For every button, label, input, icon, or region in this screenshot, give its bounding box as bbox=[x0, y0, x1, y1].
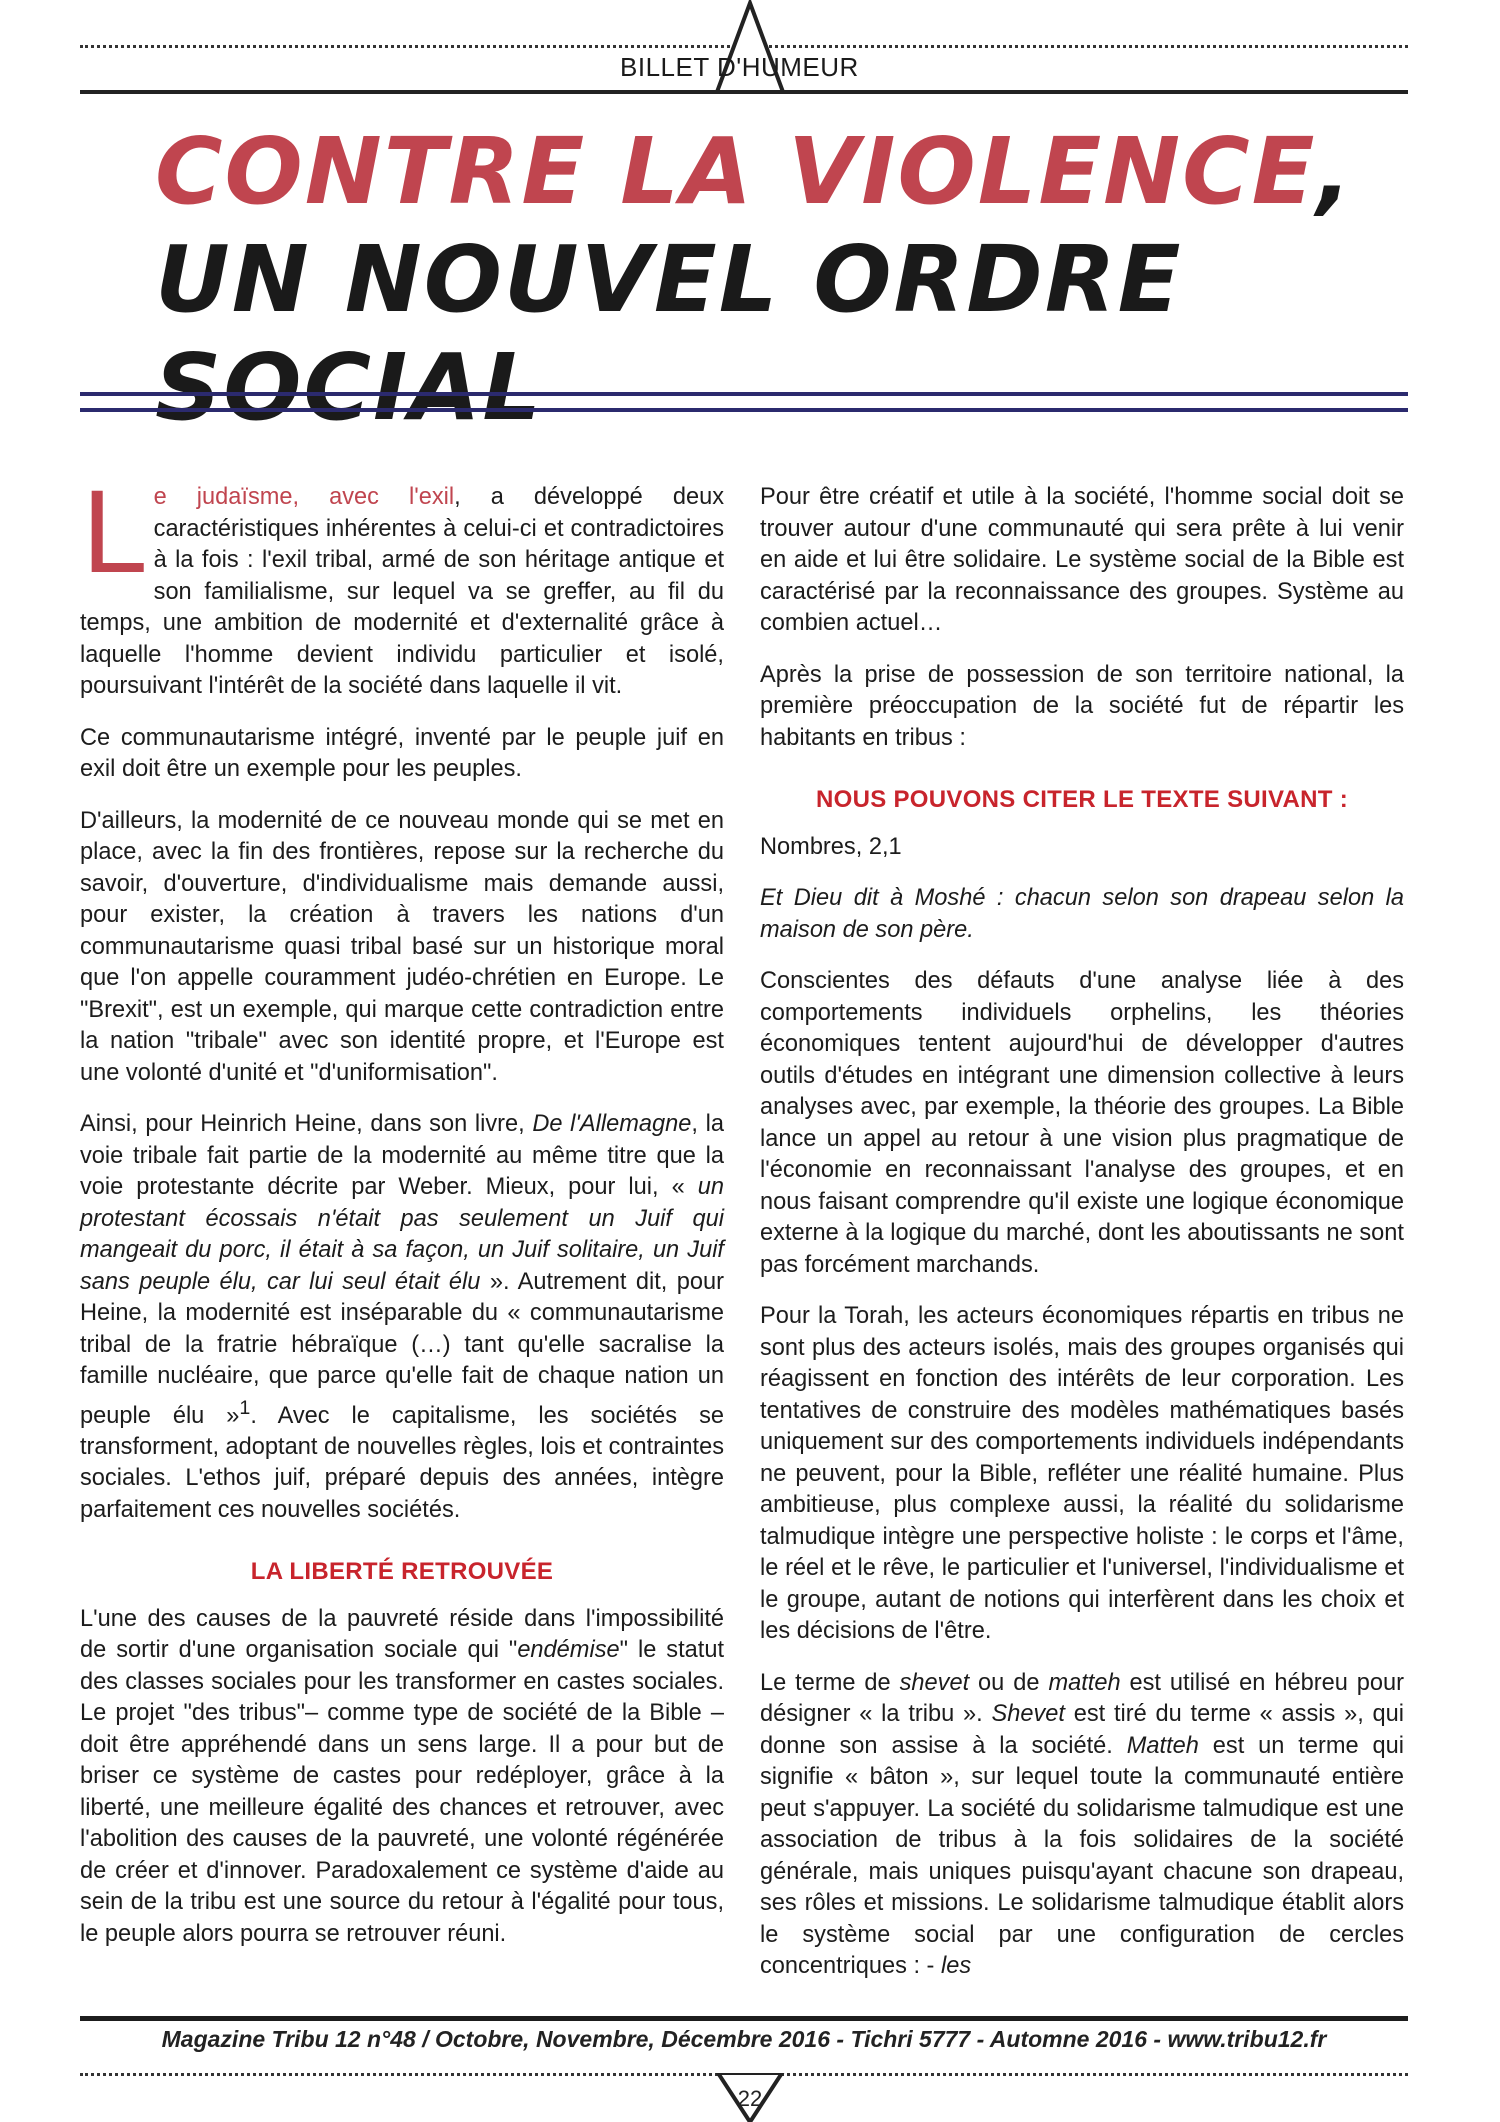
subheading: LA LIBERTÉ RETROUVÉE bbox=[250, 1558, 554, 1586]
header-rule bbox=[80, 90, 1408, 94]
paragraph: Le terme de shevet ou de matteh est utilisé en hébreu pour désigner « la tribu ». Shevet est tiré du terme « assis », qui donne son assise à la société. Matteh est un terme qui signifie « bâton », sur lequel toute la communauté entière peut s'appuyer. La société du solidarisme talmudique est une association de tribus à la fois solidaires de la société générale, mais uniques puisqu'ayant chacune son drapeau, ses rôles et missions. Le solidarisme talmudique établit alors le système social par une configuration de cercles concentriques : - les bbox=[760, 1669, 1405, 1979]
title-red-part: CONTRE LA VIOLENCE bbox=[155, 118, 1317, 225]
footer-rule bbox=[80, 2016, 1408, 2021]
paragraph: Ainsi, pour Heinrich Heine, dans son livre, De l'Allemagne, la voie tribale fait partie de la modernité au même titre que la voie protestante décrite par Weber. Mieux, pour lui, « un protestant écossais n'était pas seulement un Juif qui mangeait du porc, il était à sa façon, un Juif solitaire, un Juif sans peuple élu, car lui seul était élu ». Autrement dit, pour Heine, la modernité est inséparable du « communautarisme tribal de la fratrie hébraïque (…) tant qu'elle sacralise la famille nucléaire, que parce qu'elle fait de chaque nation un peuple élu »$^1$. Avec le capitalisme, les sociétés se transforment, adoptant de nouvelles règles, lois et contraintes sociales. L'ethos juif, préparé depuis des années, intègre parfaitement ces nouvelles sociétés. bbox=[80, 1111, 724, 1523]
paragraph: D'ailleurs, la modernité de ce nouveau monde qui se met en place, avec la fin des frontières, repose sur la recherche du savoir, d'ouverture, d'individualisme mais demande aussi, pour exister, la création à travers les nations d'un communautarisme quasi tribal basé sur un historique moral que l'on appelle couramment judéo-chrétien en Europe. Le "Brexit", est un exemple, qui marque cette contradiction entre la nation "tribale" avec son identité propre, et l'Europe est une volonté d'unité et "d'uniformisation". bbox=[80, 807, 724, 1086]
article-column-left bbox=[80, 466, 724, 1970]
section-label: BILLET D'HUMEUR bbox=[620, 52, 859, 82]
drop-cap: L bbox=[82, 466, 148, 598]
citation-quote: Et Dieu dit à Moshé : chacun selon son drapeau selon la maison de son père. bbox=[760, 885, 1404, 943]
page-number: 22 bbox=[737, 2086, 763, 2111]
quote: un protestant écossais n'était pas seulement un Juif qui mangeait du porc, il était à sa façon, un Juif solitaire, un Juif sans peuple élu, car lui seul était élu bbox=[80, 1174, 724, 1295]
paragraph: Le judaïsme, avec l'exil, a développé deux caractéristiques inhérentes à celui-ci et contradictoires à la fois : l'exil tribal, armé de son héritage antique et son familialisme, sur lequel va se greffer, au fil du temps, une ambition de modernité et d'externalité grâce à laquelle l'homme devient individu particulier et isolé, poursuivant l'intérêt de la société dans laquelle il vit. bbox=[80, 466, 724, 699]
article-column-right bbox=[760, 482, 1404, 2003]
paragraph: L'une des causes de la pauvreté réside dans l'impossibilité de sortir d'une organisation sociale qui "endémise" le statut des classes sociales pour les transformer en castes sociales. Le projet "des tribus"– comme type de société de la Bible – doit être appréhendé dans un sens large. Il a pour but de briser ce système de castes pour redéployer, grâce à la liberté, une meilleure égalité des chances et retrouver, avec l'abolition des causes de la pauvreté, une volonté régénérée de créer et d'innover. Paradoxalement ce système d'aide au sein de la tribu est une source du retour à l'égalité pour tous, le peuple alors pourra se retrouver réuni. bbox=[80, 1605, 724, 1947]
title-rest-part: , UN NOUVEL ORDRE SOCIAL bbox=[155, 118, 1354, 441]
footnote-ref: 1 bbox=[239, 1396, 251, 1419]
title-double-rule bbox=[80, 392, 1408, 412]
subheading: NOUS POUVONS CITER LE TEXTE SUIVANT : bbox=[815, 786, 1349, 813]
citation-reference: Nombres, 2,1 bbox=[760, 833, 902, 860]
paragraph: Après la prise de possession de son territoire national, la première préoccupation de la société fut de répartir les habitants en tribus : bbox=[760, 661, 1404, 751]
paragraph: Pour la Torah, les acteurs économiques répartis en tribus ne sont plus des acteurs isolés, mais des groupes organisés qui réagissent en fonction des intérêts de leur corporation. Les tentatives de construire des modèles mathématiques basés uniquement sur des comportements individuels indépendants ne peuvent, pour la Bible, refléter une réalité humaine. Plus ambitieuse, plus complexe aussi, la réalité du solidarisme talmudique intègre une perspective holiste : le corps et l'âme, le réel et le rêve, le particulier et l'universel, l'individualisme et le groupe, autant de notions qui interfèrent dans les choix et les décisions de l'être. bbox=[760, 1303, 1404, 1644]
footer-text: Magazine Tribu 12 n°48 / Octobre, Novembre, Décembre 2016 - Tichri 5777 - Automne 2016 - www.tribu12.fr bbox=[161, 2026, 1327, 2052]
paragraph: Pour être créatif et utile à la société, l'homme social doit se trouver autour d'une communauté qui sera prête à lui venir en aide et lui être solidaire. Le système social de la Bible est caractérisé par la reconnaissance des groupes. Système au combien actuel… bbox=[760, 484, 1404, 636]
paragraph: Conscientes des défauts d'une analyse liée à des comportements individuels orphelins, les théories économiques tentent aujourd'hui de développer d'autres outils d'études en intégrant une dimension collective à leurs analyses avec, par exemple, la théorie des groupes. La Bible lance un appel au retour à une vision plus pragmatique de l'économie en reconnaissant l'analyse des groupes, et en nous faisant comprendre qu'il existe une logique économique externe à la logique du marché, dont les aboutissants ne sont pas forcément marchands. bbox=[760, 968, 1404, 1278]
book-title: De l'Allemagne bbox=[532, 1111, 692, 1137]
paragraph: Ce communautarisme intégré, inventé par le peuple juif en exil doit être un exemple pour les peuples. bbox=[80, 724, 724, 782]
